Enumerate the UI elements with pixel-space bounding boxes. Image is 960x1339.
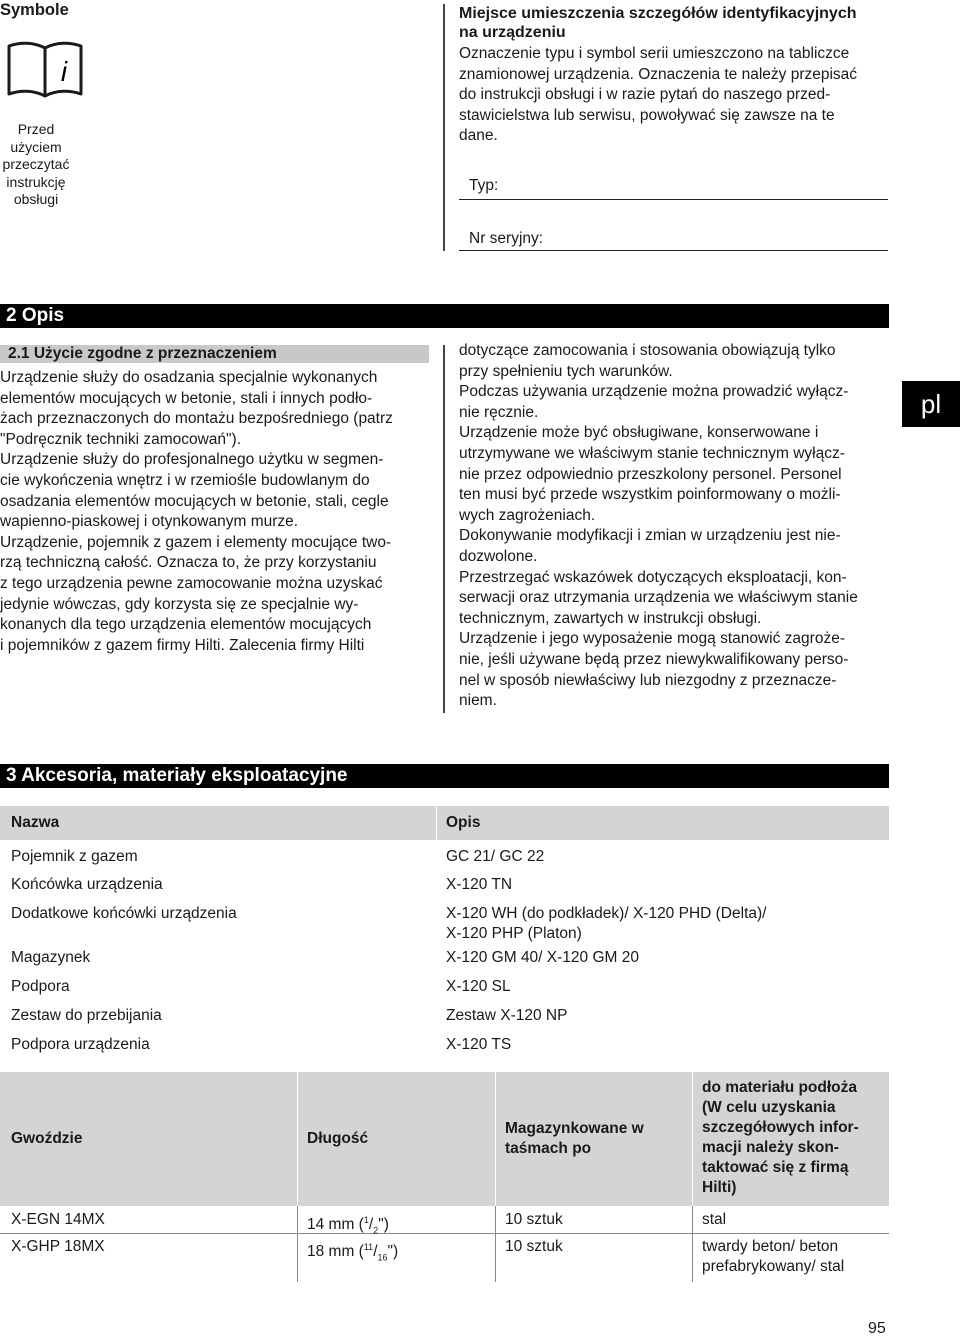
table-row: Magazynek X-120 GM 40/ X-120 GM 20 bbox=[11, 949, 639, 966]
serial-field-line bbox=[459, 250, 888, 251]
read-manual-book-icon bbox=[6, 40, 84, 98]
table-row: X-GHP 18MX 18 mm $(^{11}/_{16}")$ 10 sztuk twardy beton/ beton prefabrykowany/ stal bbox=[0, 1234, 889, 1282]
identification-heading: Miejsce umieszczenia szczegółów identyfikacyjnych na urządzeniu bbox=[459, 5, 857, 41]
table-row: Podpora X-120 SL bbox=[11, 978, 511, 995]
language-tab: pl bbox=[902, 381, 960, 427]
accessories-table bbox=[0, 806, 889, 1063]
header-length: Długość bbox=[307, 1130, 369, 1147]
header-name: Nazwa bbox=[11, 814, 60, 831]
table-header bbox=[0, 806, 889, 840]
section-2-bar bbox=[0, 304, 889, 328]
type-label: Typ: bbox=[469, 177, 499, 194]
section-2-title: 2 Opis bbox=[6, 305, 65, 326]
symbols-heading: Symbole bbox=[0, 1, 69, 19]
table-row: Zestaw do przebijania Zestaw X-120 NP bbox=[11, 1007, 568, 1024]
identification-body: Oznaczenie typu i symbol serii umieszczono na tabliczce znamionowej urządzenia. Oznaczenia te należy przepisać do instrukcji obsługi i w razie pytań do naszego przed- stawicielstwa lub serwisu, powoływać się zawsze na te dane. bbox=[459, 45, 858, 145]
identification-block bbox=[459, 4, 889, 147]
type-field-line bbox=[459, 199, 888, 200]
table-row: Dodatkowe końcówki urządzenia X-120 WH (do podkładek)/ X-120 PHD (Delta)/ X-120 PHP (Platon) bbox=[11, 905, 767, 942]
icon-letter: i bbox=[60, 56, 68, 87]
header-description: Opis bbox=[446, 814, 481, 831]
subheading-2-1: 2.1 Użycie zgodne z przeznaczeniem bbox=[8, 345, 277, 362]
section-3-bar bbox=[0, 764, 889, 788]
column-divider bbox=[443, 4, 445, 251]
table-header bbox=[0, 1072, 889, 1206]
icon-caption: Przed użyciem przeczytać instrukcję obsługi bbox=[2, 121, 70, 208]
section-2-right-text: dotyczące zamocowania i stosowania obowiązują tylko przy spełnieniu tych warunków. Podczas używania urządzenie można prowadzić wyłącz- nie ręcznie. Urządzenie może być obsługiwane, konserwowane i utrzymywane we właściwym stanie technicznym wyłącz- nie przez odpowiednio przeszkolony personel. Personel ten musi być przede wszystkim poinformowany o możli- wych zagrożeniach. Dokonywanie modyfikacji i zmian w urządzeniu jest nie- dozwolone. Przestrzegać wskazówek dotyczących eksploatacji, kon- serwacji oraz utrzymania urządzenia we właściwym stanie technicznym, zawartych w instrukcji obsługi. Urządzenie i jego wyposażenie mogą stanowić zagroże- nie, jeśli używane będą przez niewykwalifikowany perso- nel w sposób niewłaściwy lub niezgodny z przeznacze- niem. bbox=[459, 342, 858, 710]
table-row: Pojemnik z gazem GC 21/ GC 22 bbox=[0, 844, 889, 874]
section-3-title: 3 Akcesoria, materiały eksploatacyjne bbox=[6, 765, 348, 786]
table-row: Końcówka urządzenia X-120 TN bbox=[11, 876, 513, 893]
page-number: 95 bbox=[868, 1320, 886, 1337]
header-base-material: do materiału podłoża (W celu uzyskania szczegółowych infor- macji należy skon- taktować się z firmą Hilti) bbox=[702, 1079, 859, 1196]
nails-table bbox=[0, 1072, 889, 1282]
serial-label: Nr seryjny: bbox=[469, 230, 544, 247]
column-divider-2 bbox=[443, 345, 445, 713]
table-row: Podpora urządzenia X-120 TS bbox=[11, 1036, 512, 1053]
section-2-left-text: Urządzenie służy do osadzania specjalnie wykonanych elementów mocujących w betonie, stali i innych podło- żach przeznaczonych do montażu bezpośredniego (patrz "Podręcznik techniki zamocowań"). Urządzenie służy do profesjonalnego użytku w segmen- cie wykończenia wnętrz i w rzemiośle budowlanym do osadzania elementów mocujących w betonie, stali, cegle wapienno-piaskowej i otynkowanym murze. Urządzenie, pojemnik z gazem i elementy mocujące two- rzą techniczną całość. Oznacza to, że przy korzystaniu z tego urządzenia pewne zamocowanie można uzyskać jedynie wówczas, gdy korzysta się ze specjalnie wy- konanych dla tego urządzenia elementów mocujących i pojemników z gazem firmy Hilti. Zalecenia firmy Hilti bbox=[0, 369, 393, 654]
table-row: X-EGN 14MX 14 mm $(^1/_2")$ 10 sztuk stal bbox=[0, 1206, 889, 1234]
header-magazine: Magazynkowane w taśmach po bbox=[505, 1120, 644, 1157]
header-nails: Gwoździe bbox=[11, 1130, 83, 1147]
